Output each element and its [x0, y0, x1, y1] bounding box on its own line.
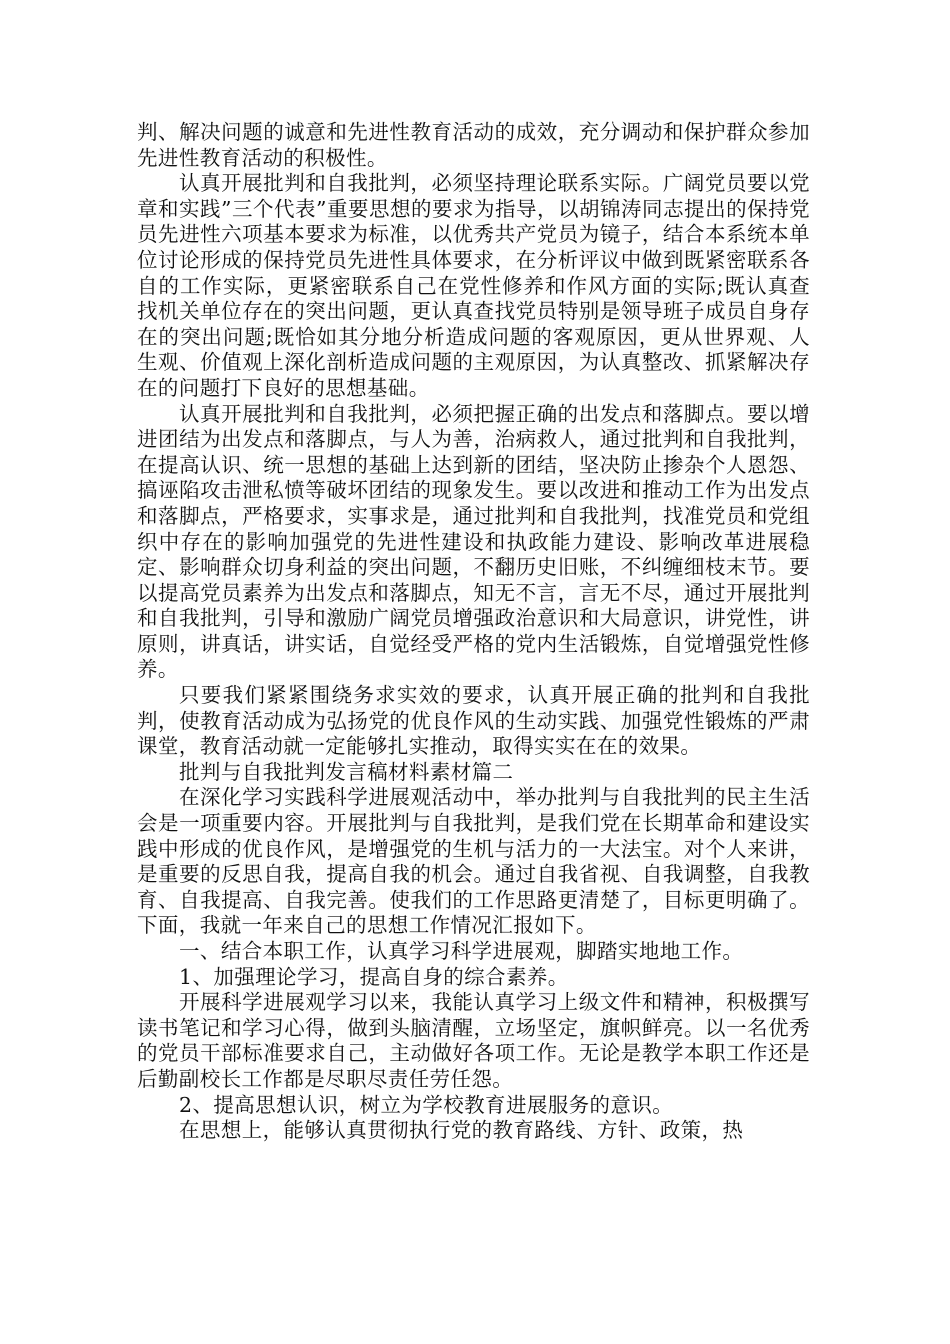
paragraph-4: 只要我们紧紧围绕务求实效的要求，认真开展正确的批判和自我批判，使教育活动成为弘扬党的优良作风的生动实践、加强党性锻炼的严肃课堂，教育活动就一定能够扎实推动，取得实实在在的效果。: [137, 683, 810, 759]
paragraph-6: 一、结合本职工作，认真学习科学进展观，脚踏实地地工作。: [179, 939, 744, 963]
paragraph-5: 在深化学习实践科学进展观活动中，举办批判与自我批判的民主生活会是一项重要内容。开展批判与自我批判，是我们党在长期革命和建设实践中形成的优良作风，是增强党的生机与活力的一大法宝。对个人来讲，是重要的反思自我，提高自我的机会。通过自我省视、自我调整，自我教育、自我提高、自我完善。使我们的工作思路更清楚了，目标更明确了。下面，我就一年来自己的思想工作情况汇报如下。: [137, 785, 810, 938]
paragraph-9: 2、提高思想认识，树立为学校教育进展服务的意识。: [179, 1092, 674, 1117]
document-body: [137, 120, 810, 1144]
paragraph-3: 认真开展批判和自我批判，必须把握正确的出发点和落脚点。要以增进团结为出发点和落脚点，与人为善，治病救人，通过批判和自我批判，在提高认识、统一思想的基础上达到新的团结，坚决防止掺杂个人恩怨、搞诬陷攻击泄私愤等破坏团结的现象发生。要以改进和推动工作为出发点和落脚点，严格要求，实事求是，通过批判和自我批判，找准党员和党组织中存在的影响加强党的先进性建设和执政能力建设、影响改革进展稳定、影响群众切身利益的突出问题，不翻历史旧账，不纠缠细枝末节。要以提高党员素养为出发点和落脚点，知无不言，言无不尽，通过开展批判和自我批判，引导和激励广阔党员增强政治意识和大局意识，讲党性，讲原则，讲真话，讲实话，自觉经受严格的党内生活锻炼，自觉增强党性修养。: [137, 401, 810, 682]
paragraph-7: 1、加强理论学习，提高自身的综合素养。: [179, 964, 569, 989]
paragraph-8: 开展科学进展观学习以来，我能认真学习上级文件和精神，积极撰写读书笔记和学习心得，做到头脑清醒，立场坚定，旗帜鲜亮。以一名优秀的党员干部标准要求自己，主动做好各项工作。无论是教学本职工作还是后勤副校长工作都是尽职尽责任劳任怨。: [137, 990, 810, 1091]
section-heading: 批判与自我批判发言稿材料素材篇二: [179, 759, 514, 784]
paragraph-1: 判、解决问题的诚意和先进性教育活动的成效，充分调动和保护群众参加先进性教育活动的积极性。: [137, 120, 810, 170]
paragraph-10: 在思想上，能够认真贯彻执行党的教育路线、方针、政策，热: [179, 1118, 744, 1143]
paragraph-2: 认真开展批判和自我批判，必须坚持理论联系实际。广阔党员要以党章和实践”三个代表”重要思想的要求为指导，以胡锦涛同志提出的保持党员先进性六项基本要求为标准，以优秀共产党员为镜子，结合本系统本单位讨论形成的保持党员先进性具体要求，在分析评议中做到既紧密联系各自的工作实际，更紧密联系自己在党性修养和作风方面的实际;既认真查找机关单位存在的突出问题，更认真查找党员特别是领导班子成员自身存在的突出问题;既恰如其分地分析造成问题的客观原因，更从世界观、人生观、价值观上深化剖析造成问题的主观原因，为认真整改、抓紧解决存在的问题打下良好的思想基础。: [137, 171, 810, 400]
